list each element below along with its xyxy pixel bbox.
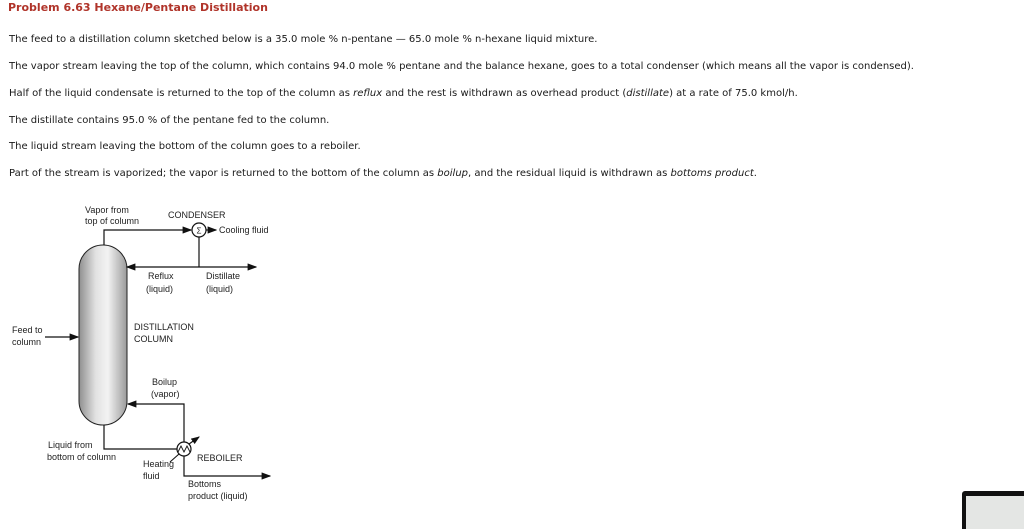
boilup-term: boilup [437, 168, 469, 179]
text-span: Part of the stream is vaporized; the vapor is returned to the bottom of the column as [9, 168, 438, 179]
bottoms-product-term: bottoms product [670, 168, 754, 179]
feed-label-2: column [12, 337, 42, 347]
paragraph-distillate-recovery: The distillate contains 95.0 % of the pentane fed to the column. [9, 115, 330, 126]
reboiler-label: REBOILER [197, 453, 243, 463]
paragraph-vapor-stream: The vapor stream leaving the top of the column, which contains 94.0 mole % pentane and the balance hexane, goes to a total condenser (which means all the vapor is condensed). [9, 61, 914, 72]
vapor-from-label-2: top of column [85, 216, 140, 226]
bottoms-label-2: product (liquid) [188, 491, 248, 501]
boilup-label: Boilup [152, 377, 178, 387]
distillation-column-vessel [79, 245, 127, 425]
paragraph-reboiler: The liquid stream leaving the bottom of the column goes to a reboiler. [9, 141, 361, 152]
liquid-bottom-label: Liquid from [48, 440, 93, 450]
text-span: . [753, 168, 757, 179]
reflux-term: reflux [353, 88, 383, 99]
liquid-bottom-label-2: bottom of column [47, 452, 117, 462]
boilup-label-2: (vapor) [151, 389, 180, 399]
column-label: DISTILLATION [134, 322, 194, 332]
cooling-fluid-label: Cooling fluid [219, 225, 269, 235]
column-label-2: COLUMN [134, 334, 174, 344]
bottoms-label: Bottoms [188, 479, 222, 489]
vapor-line [104, 230, 191, 245]
distillate-label-2: (liquid) [206, 284, 234, 294]
heating-fluid-out-arrow [189, 437, 199, 444]
thumbnail-preview-image [966, 496, 1024, 529]
distillate-label: Distillate [206, 271, 241, 281]
vapor-from-label: Vapor from [85, 205, 129, 215]
heating-fluid-label-2: fluid [143, 471, 160, 481]
paragraph-feed: The feed to a distillation column sketched below is a 35.0 mole % n-pentane — 65.0 mole % n-hexane liquid mixture. [9, 34, 598, 45]
text-span: , and the residual liquid is withdrawn as [468, 168, 671, 179]
boilup-line [128, 404, 184, 442]
feed-label: Feed to [12, 325, 43, 335]
heating-fluid-label: Heating [143, 459, 175, 469]
reflux-label: Reflux [148, 271, 174, 281]
bottom-liquid-line [104, 425, 177, 449]
text-span: Half of the liquid condensate is returned to the top of the column as [9, 88, 354, 99]
condenser-symbol: Σ [196, 226, 202, 236]
reflux-label-2: (liquid) [146, 284, 174, 294]
text-span: and the rest is withdrawn as overhead product ( [382, 88, 627, 99]
condenser-label: CONDENSER [168, 210, 226, 220]
problem-title: Problem 6.63 Hexane/Pentane Distillation [8, 1, 268, 14]
text-span: ) at a rate of 75.0 kmol/h. [669, 88, 798, 99]
distillate-term: distillate [626, 88, 670, 99]
